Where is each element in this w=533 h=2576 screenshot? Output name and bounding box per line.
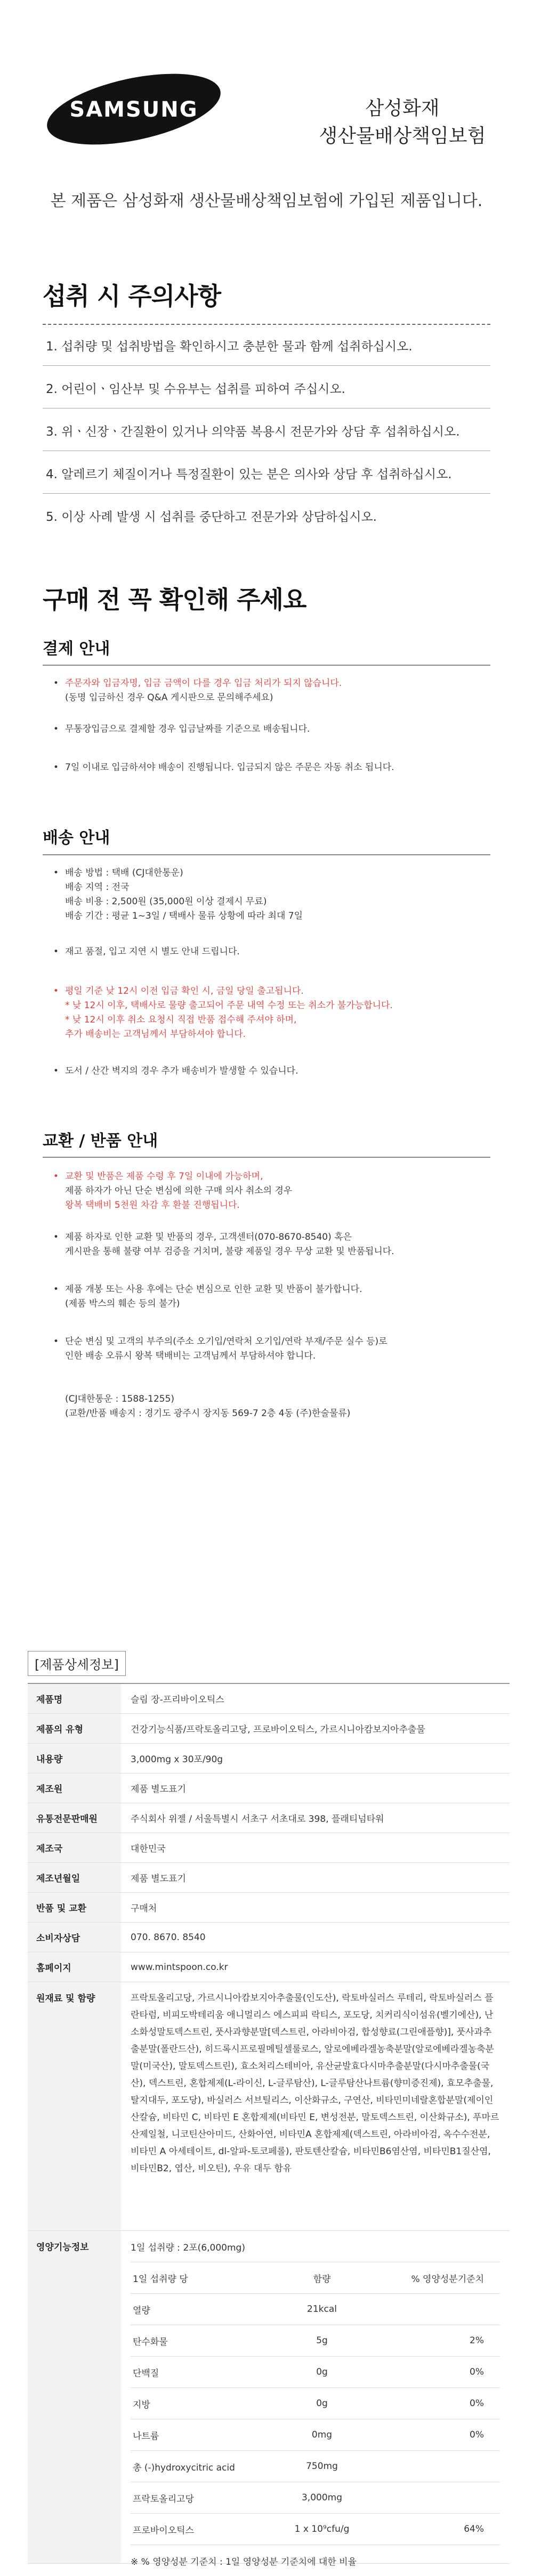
nutrition-header-cell: 1일 섭취량 당 <box>133 2274 188 2285</box>
nutrition-footnote <box>131 2545 500 2576</box>
row-key: 제조년월일 <box>28 1863 121 1892</box>
row-key: 내용량 <box>28 1744 121 1773</box>
exchange-line: 게시판을 통해 불량 여부 검증을 거치며, 불량 제품일 경우 무상 교환 및 반품됩니다. <box>65 1246 394 1257</box>
shipping-line: 배송 지역 : 전국 <box>65 882 130 893</box>
insurance-statement: 본 제품은 삼성화재 생산물배상책임보험에 가입된 제품입니다. <box>50 192 483 210</box>
insurer-line-2: 생산물배상책임보험 <box>319 125 486 147</box>
shipping-line: 배송 방법 : 택배 (CJ대한통운) <box>65 868 183 878</box>
nutrition-row <box>131 2325 500 2357</box>
product-detail-table <box>28 1683 510 2567</box>
shipping-item: • 배송 방법 : 택배 (CJ대한통운) 배송 지역 : 전국 배송 비용 : 2,500원 (35,000원 이상 결제시 무료) 배송 기간 : 평균 1~3일 / 택배사 물류 상황에 따라 최대 7일 <box>53 866 480 923</box>
nutrient-amount: 750mg <box>306 2461 338 2472</box>
nutrition-row <box>131 2294 500 2325</box>
row-key: 홈페이지 <box>28 1952 121 1982</box>
exchange-line: 제품 하자가 아닌 단순 변심에 의한 구매 의사 취소의 경우 <box>65 1185 293 1196</box>
table-row <box>28 1952 510 1982</box>
exchange-line: (교환/반품 배송지 : 경기도 광주시 장지동 569-7 2층 4동 (주)한술물류) <box>65 1408 351 1419</box>
row-value: www.mintspoon.co.kr <box>131 1961 228 1973</box>
nutrient-percent: 0% <box>470 2430 484 2440</box>
row-value: 슬림 장-프리바이오틱스 <box>131 1695 224 1705</box>
caution-item: 2. 어린이ㆍ임산부 및 수유부는 섭취를 피하여 주십시오. <box>46 382 345 396</box>
payment-item: • 무통장입금으로 결제할 경우 입금날짜를 기준으로 배송됩니다. <box>53 722 480 737</box>
nutrient-name: 지방 <box>133 2399 150 2410</box>
notice-title: 구매 전 꼭 확인해 주세요 <box>43 585 306 614</box>
caution-item: 3. 위ㆍ신장ㆍ간질환이 있거나 의약품 복용시 전문가와 상담 후 섭취하십시오. <box>46 425 460 439</box>
nutrition-table <box>131 2231 500 2576</box>
nutrient-percent: 2% <box>470 2335 484 2346</box>
row-key: 원재료 및 함량 <box>28 1982 121 2230</box>
payment-line: (동명 입금하신 경우 Q&A 게시판으로 문의해주세요) <box>65 692 273 703</box>
caution-item: 1. 섭취량 및 섭취방법을 확인하시고 충분한 물과 함께 섭취하십시오. <box>46 340 413 354</box>
exchange-item: • 제품 개봉 또는 사용 후에는 단순 변심으로 인한 교환 및 반품이 불가합니다. (제품 박스의 훼손 등의 불가) <box>53 1282 480 1311</box>
caution-title: 섭취 시 주의사항 <box>43 282 221 310</box>
nutrition-header-cell: % 영양성분기준치 <box>411 2274 484 2285</box>
row-key: 제품의 유형 <box>28 1714 121 1743</box>
exchange-line: 왕복 택배비 5천원 차감 후 환불 진행됩니다. <box>65 1200 240 1211</box>
row-key: 제조국 <box>28 1833 121 1862</box>
row-key: 반품 및 교환 <box>28 1893 121 1922</box>
divider <box>43 854 490 855</box>
table-row-ingredients <box>28 1982 510 2231</box>
divider <box>43 1157 490 1158</box>
exchange-line: (CJ대한통운 : 1588-1255) <box>65 1394 175 1404</box>
detail-title: [제품상세정보] <box>28 1651 126 1676</box>
payment-line: 무통장입금으로 결제할 경우 입금날짜를 기준으로 배송됩니다. <box>65 724 310 734</box>
exchange-item: • 제품 하자로 인한 교환 및 반품의 경우, 고객센터(070-8670-8540) 혹은 게시판을 통해 불량 여부 검증을 거치며, 불량 제품일 경우 무상 교환 및 반품됩니다. <box>53 1230 480 1259</box>
caution-item: 4. 알레르기 체질이거나 특정질환이 있는 분은 의사와 상담 후 섭취하십시오. <box>46 468 452 481</box>
payment-item: • 7일 이내로 입금하셔야 배송이 진행됩니다. 입금되지 않은 주문은 자동 취소 됩니다. <box>53 760 480 775</box>
exchange-title: 교환 / 반품 안내 <box>43 1132 158 1150</box>
nutrient-amount: 21kcal <box>307 2304 337 2315</box>
shipping-line: 배송 기간 : 평균 1~3일 / 택배사 물류 상황에 따라 최대 7일 <box>65 911 303 921</box>
nutrition-row <box>131 2357 500 2388</box>
table-row <box>28 1893 510 1923</box>
nutrition-row <box>131 2451 500 2482</box>
payment-line: 주문자와 입금자명, 입금 금액이 다를 경우 입금 처리가 되지 않습니다. <box>65 678 342 689</box>
divider <box>43 365 490 366</box>
nutrition-row <box>131 2482 500 2514</box>
row-value: 주식회사 위젤 / 서울특별시 서초구 서초대로 398, 플래티넘타워 <box>131 1814 384 1825</box>
nutrient-amount: 1 x 10⁹cfu/g <box>294 2524 350 2534</box>
exchange-line: 단순 변심 및 고객의 부주의(주소 오기입/연락처 오기입/연락 부재/주문 실수 등)로 <box>65 1336 387 1347</box>
row-value: 제품 별도표기 <box>131 1874 186 1884</box>
divider <box>43 665 490 666</box>
table-row <box>28 1833 510 1863</box>
insurer-name <box>301 95 504 150</box>
nutrition-row <box>131 2514 500 2545</box>
nutrient-name: 단백질 <box>133 2368 159 2379</box>
row-value: 건강기능식품/프락토올리고당, 프로바이오틱스, 가르시니아캄보지아추출물 <box>131 1724 425 1735</box>
row-key: 제조원 <box>28 1773 121 1803</box>
row-key: 제품명 <box>28 1684 121 1713</box>
row-key: 소비자상담 <box>28 1923 121 1952</box>
nutrition-row <box>131 2388 500 2419</box>
serving-size: 1일 섭취량 : 2포(6,000mg) <box>131 2242 245 2253</box>
table-row <box>28 1923 510 1952</box>
nutrition-panel <box>121 2231 510 2567</box>
nutrient-name: 프로바이오틱스 <box>133 2525 194 2536</box>
payment-item: • 주문자와 입금자명, 입금 금액이 다를 경우 입금 처리가 되지 않습니다. (동명 입금하신 경우 Q&A 게시판으로 문의해주세요) <box>53 676 480 705</box>
payment-line: 7일 이내로 입금하셔야 배송이 진행됩니다. 입금되지 않은 주문은 자동 취소 됩니다. <box>65 762 394 773</box>
nutrient-name: 나트륨 <box>133 2431 159 2442</box>
row-value: 070. 8670. 8540 <box>131 1932 206 1943</box>
table-row <box>28 1863 510 1893</box>
samsung-logo <box>43 63 225 156</box>
exchange-line: 교환 및 반품은 제품 수령 후 7일 이내에 가능하며, <box>65 1171 263 1182</box>
shipping-item: • 도서 / 산간 벽지의 경우 추가 배송비가 발생할 수 있습니다. <box>53 1064 480 1078</box>
nutrient-name: 총 (-)hydroxycitric acid <box>133 2462 235 2473</box>
exchange-item: • 단순 변심 및 고객의 부주의(주소 오기입/연락처 오기입/연락 부재/주문 실수 등)로 인한 배송 오류시 왕복 택배비는 고객님께서 부담하셔야 합니다. <box>53 1335 480 1363</box>
svg-text:SAMSUNG: SAMSUNG <box>69 97 198 122</box>
shipping-title: 배송 안내 <box>43 829 110 847</box>
nutrient-name: 열량 <box>133 2305 150 2316</box>
nutrient-name: 탄수화물 <box>133 2336 168 2348</box>
nutrient-amount: 0mg <box>311 2430 333 2440</box>
table-row <box>28 1803 510 1833</box>
exchange-item: • 교환 및 반품은 제품 수령 후 7일 이내에 가능하며, 제품 하자가 아닌 단순 변심에 의한 구매 의사 취소의 경우 왕복 택배비 5천원 차감 후 환불 진행됩니다. <box>53 1170 480 1213</box>
row-key: 영양기능정보 <box>28 2231 121 2563</box>
shipping-line: * 낮 12시 이후, 택배사로 물량 출고되어 주문 내역 수정 또는 취소가 불가능합니다. <box>65 1000 393 1011</box>
payment-title: 결제 안내 <box>43 640 110 658</box>
table-row <box>28 1684 510 1714</box>
row-value: 제품 별도표기 <box>131 1784 186 1795</box>
nutrient-amount: 0g <box>316 2367 328 2377</box>
row-value: 3,000mg x 30포/90g <box>131 1754 223 1765</box>
caution-item: 5. 이상 사례 발생 시 섭취를 중단하고 전문가와 상담하십시오. <box>46 510 377 524</box>
shipping-line: 재고 품절, 입고 지연 시 별도 안내 드립니다. <box>65 946 240 957</box>
nutrient-amount: 5g <box>316 2335 328 2346</box>
nutrition-header-cell: 함량 <box>313 2274 331 2285</box>
shipping-line: * 낮 12시 이후 취소 요청시 직접 반품 접수해 주셔야 하며, <box>65 1015 297 1025</box>
table-row-nutrition <box>28 2231 510 2567</box>
nutrient-percent: 0% <box>470 2367 484 2377</box>
exchange-item <box>53 1392 480 1421</box>
divider <box>43 493 490 494</box>
exchange-line: 제품 하자로 인한 교환 및 반품의 경우, 고객센터(070-8670-8540) 혹은 <box>65 1232 352 1242</box>
exchange-line: 인한 배송 오류시 왕복 택배비는 고객님께서 부담하셔야 합니다. <box>65 1351 316 1361</box>
nutrient-percent: 0% <box>470 2398 484 2409</box>
row-value: 대한민국 <box>131 1844 166 1854</box>
shipping-line: 배송 비용 : 2,500원 (35,000원 이상 결제시 무료) <box>65 896 267 907</box>
nutrition-serving <box>131 2231 500 2262</box>
shipping-line: 평일 기준 낮 12시 이전 입금 확인 시, 금일 당일 출고됩니다. <box>65 986 304 996</box>
nutrition-header <box>131 2262 500 2294</box>
nutrient-amount: 3,000mg <box>301 2492 343 2503</box>
ingredients-value: 프락토올리고당, 가르시니아캄보지아추출물(인도산), 락토바실러스 루테리, 락토바실러스 플란타럼, 비피도박테리움 애니멀리스 에스피피 락티스, 포도당, 치커리식이섬유(벨기에산), 난소화성말토덱스트린, 풋사과향분말[덱스트린, 아라비아검, 합성향료(그린애플향)], 풋사과추출분말(폴란드산), 히드록시프로필메틸셀룰로스, 알로에베라겔농축분말(알로에베라겔농축분말(미국산), 말토덱스트린), 효소처리스테비아, 유산균발효다시마추출분말(다시마추출물(국산), 덱스트린, 혼합제제(L-라이신, L-글루탐산), L-글루탐산나트륨(향미증진제), 효모추출물, 탈지대두, 포도당), 바실러스 서브틸리스, 이산화규소, 구연산, 비타민미네랄혼합분말(제이인산칼슘, 비타민 C, 비타민 E 혼합제제(비타민 E, 변성전분, 말토덱스트린, 이산화규소), 푸마르산제일철, 니코틴산아미드, 산화아연, 비타민A 혼합제제(덱스트린, 아라비아검, 옥수수전분, 비타민 A 아세테이트, dl-알파-토코페롤), 판토텐산칼슘, 비타민B6염산염, 비타민B1질산염, 비타민B2, 엽산, 비오틴), 우유 대두 함유 <box>131 1993 499 2174</box>
nutrient-percent: 64% <box>464 2524 484 2534</box>
insurer-line-1: 삼성화재 <box>365 97 440 119</box>
nutrition-row <box>131 2419 500 2451</box>
shipping-line: 도서 / 산간 벽지의 경우 추가 배송비가 발생할 수 있습니다. <box>65 1066 298 1076</box>
exchange-line: 제품 개봉 또는 사용 후에는 단순 변심으로 인한 교환 및 반품이 불가합니다. <box>65 1284 362 1295</box>
table-row <box>28 1773 510 1803</box>
table-row <box>28 1714 510 1744</box>
shipping-item: • 재고 품절, 입고 지연 시 별도 안내 드립니다. <box>53 945 480 959</box>
shipping-line: 추가 배송비는 고객님께서 부담하셔야 합니다. <box>65 1029 246 1040</box>
nutrient-name: 프락토올리고당 <box>133 2493 194 2505</box>
table-row <box>28 1744 510 1773</box>
nutrient-amount: 0g <box>316 2398 328 2409</box>
row-value: 구매처 <box>131 1903 157 1914</box>
caution-divider <box>43 324 490 325</box>
shipping-item: • 평일 기준 낮 12시 이전 입금 확인 시, 금일 당일 출고됩니다. * 낮 12시 이후, 택배사로 물량 출고되어 주문 내역 수정 또는 취소가 불가능합니다. * 낮 12시 이후 취소 요청시 직접 반품 접수해 주셔야 하며, 추가 배송비는 고객님께서 부담하셔야 합니다. <box>53 984 480 1042</box>
row-key: 유통전문판매원 <box>28 1803 121 1833</box>
footnote-text: ※ % 영양성분 기준치 : 1일 영양성분 기준치에 대한 비율 <box>131 2556 357 2567</box>
exchange-line: (제품 박스의 훼손 등의 불가) <box>65 1298 180 1309</box>
